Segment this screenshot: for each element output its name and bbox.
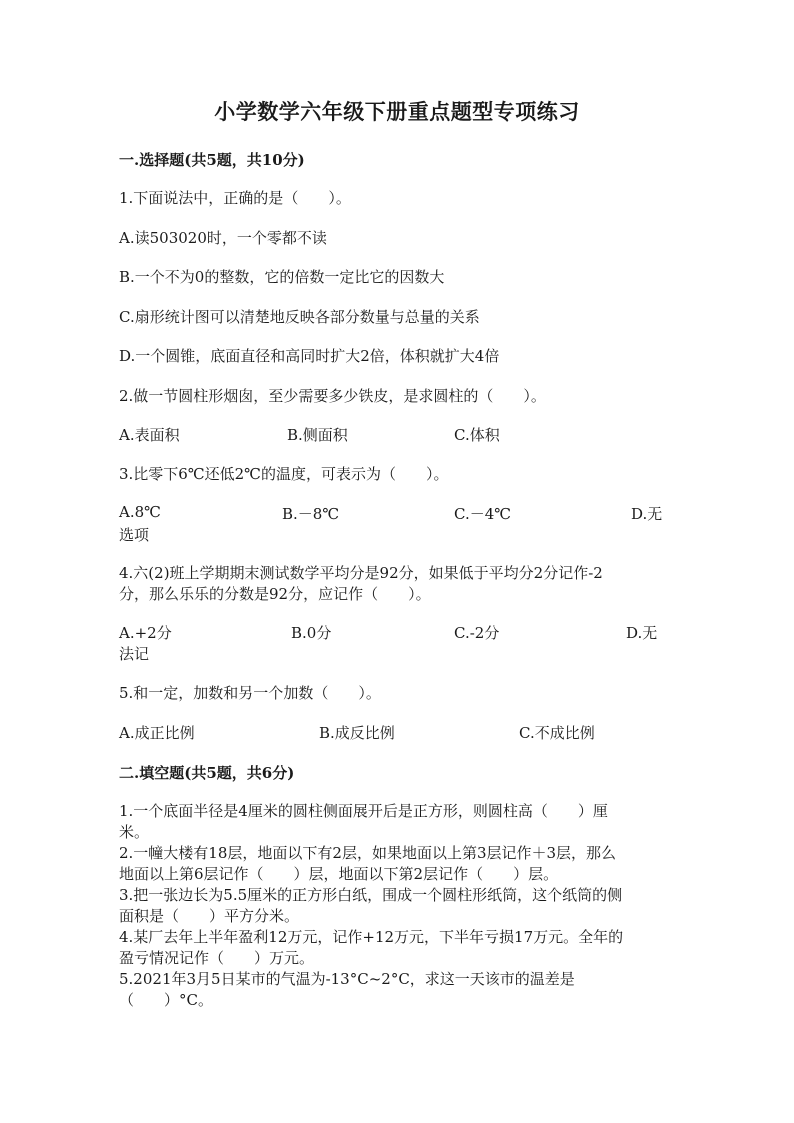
question-3-option-c: C.－4℃ [454,505,512,523]
question-4-options [119,622,679,664]
question-4-option-b: B.0分 [291,624,332,642]
question-1-option-d: D.一个圆锥，底面直径和高同时扩大2倍，体积就扩大4倍 [119,347,500,365]
question-2-stem: 2.做一节圆柱形烟囱，至少需要多少铁皮，是求圆柱的（ ）。 [119,387,546,405]
question-4-option-c: C.-2分 [454,624,500,642]
question-4-stem-line-1: 4.六(2)班上学期期末测试数学平均分是92分，如果低于平均分2分记作-2 [119,564,603,582]
question-5-options [119,722,679,764]
question-5-option-c: C.不成比例 [519,724,595,742]
question-1-stem: 1.下面说法中，正确的是（ ）。 [119,189,351,207]
question-1-option-c: C.扇形统计图可以清楚地反映各部分数量与总量的关系 [119,308,480,326]
fill-in-question-2-line-2: 地面以上第6层记作（ ）层，地面以下第2层记作（ ）层。 [119,865,559,883]
question-2-options [119,424,679,466]
fill-in-question-2-line-1: 2.一幢大楼有18层，地面以下有2层，如果地面以上第3层记作＋3层，那么 [119,844,617,862]
question-1-option-b: B.一个不为0的整数，它的倍数一定比它的因数大 [119,268,445,286]
question-2-option-c: C.体积 [454,426,500,444]
question-1-option-a: A.读503020时，一个零都不读 [119,229,327,247]
question-3-stem: 3.比零下6℃还低2℃的温度，可表示为（ ）。 [119,465,449,483]
question-4-option-d: D.无 [626,624,658,642]
question-3-option-b: B.－8℃ [282,505,340,523]
fill-in-question-4-line-1: 4.某厂去年上半年盈利12万元，记作+12万元，下半年亏损17万元。全年的 [119,928,624,946]
page-title: 小学数学六年级下册重点题型专项练习 [214,99,580,124]
question-2-option-b: B.侧面积 [287,426,348,444]
question-3-option-d-wrap: 选项 [119,526,150,544]
question-4-option-a: A.+2分 [119,624,172,642]
question-3-option-d: D.无 [631,505,663,523]
question-4-stem [119,563,675,605]
question-4-stem-line-2: 分，那么乐乐的分数是92分，应记作（ ）。 [119,585,431,603]
question-4-option-d-wrap: 法记 [119,645,150,663]
question-5-option-b: B.成反比例 [319,724,395,742]
fill-in-question-4-line-2: 盈亏情况记作（ ）万元。 [119,949,315,967]
fill-in-question-3-line-2: 面积是（ ）平方分米。 [119,907,300,925]
fill-in-question-3-line-1: 3.把一张边长为5.5厘米的正方形白纸，围成一个圆柱形纸筒，这个纸筒的侧 [119,886,623,904]
fill-in-question-5-line-1: 5.2021年3月5日某市的气温为-13°C~2°C，求这一天该市的温差是 [119,970,575,988]
question-5-stem: 5.和一定，加数和另一个加数（ ）。 [119,684,381,702]
fill-in-question-5-line-2: （ ）°C。 [119,991,213,1009]
fill-in-question-1-line-2: 米。 [119,823,150,841]
fill-in-questions [119,801,675,1011]
fill-in-question-1-line-1: 1.一个底面半径是4厘米的圆柱侧面展开后是正方形，则圆柱高（ ）厘 [119,802,608,820]
question-3-options [119,503,679,545]
question-3-option-a: A.8℃ [119,503,161,521]
section-heading-choice: 一.选择题(共5题，共10分) [119,151,305,169]
section-heading-fill-in: 二.填空题(共5题，共6分) [119,764,295,782]
question-5-option-a: A.成正比例 [119,724,195,742]
question-2-option-a: A.表面积 [119,426,180,444]
